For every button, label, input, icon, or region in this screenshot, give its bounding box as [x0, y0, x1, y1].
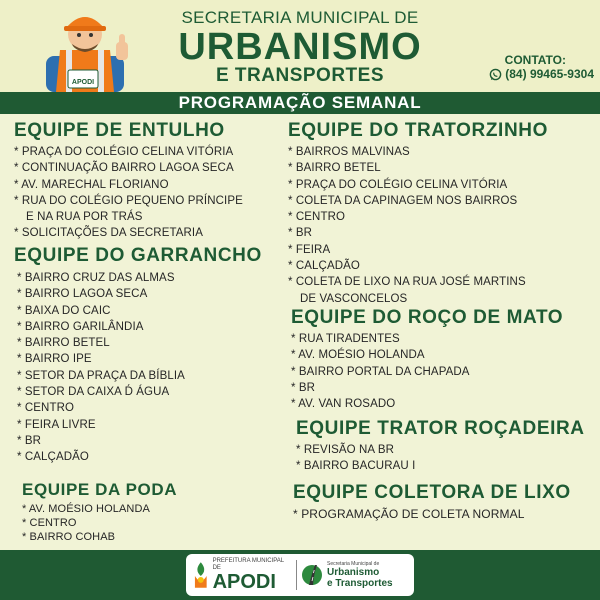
contact-phone-row [468, 67, 594, 81]
mascot-worker-icon [30, 4, 140, 92]
section-entulho [14, 120, 243, 242]
title-secretaria: SECRETARIA MUNICIPAL DE [181, 8, 419, 27]
section-poda [22, 479, 177, 544]
urb-small-text: Secretaria Municipal de [327, 561, 380, 567]
section-trator-rocadeira [296, 418, 585, 475]
pref-text: PREFEITURA MUNICIPAL DE [212, 558, 284, 571]
section-roco-de-mato [291, 307, 563, 412]
list-item: * AV. MOÉSIO HOLANDA [22, 503, 150, 515]
road-emblem-icon [301, 563, 323, 587]
list-item: * CALÇADÃO [288, 260, 360, 273]
contact-block [468, 54, 594, 81]
weekly-schedule-banner: PROGRAMAÇÃO SEMANAL [0, 92, 600, 114]
list-item: * FEIRA [288, 243, 331, 256]
section-coletora-de-lixo [293, 482, 571, 522]
list-item: * SETOR DA PRAÇA DA BÍBLIA [17, 369, 185, 382]
list-item: * PRAÇA DO COLÉGIO CELINA VITÓRIA [288, 178, 508, 191]
list-item: * BAIRRO COHAB [22, 531, 116, 543]
list-item: * BAIRRO GARILÂNDIA [17, 320, 144, 333]
apodi-logo [186, 556, 292, 594]
list-item: * REVISÃO NA BR [296, 444, 395, 456]
list-item: * RUA DO COLÉGIO PEQUENO PRÍNCIPE [14, 194, 243, 207]
section-title: EQUIPE DE ENTULHO [14, 120, 225, 141]
list-item: * AV. VAN ROSADO [291, 398, 396, 411]
apodi-text: APODI [212, 571, 276, 593]
title-block [150, 8, 450, 86]
list-item: * SETOR DA CAIXA D́ ÁGUA [17, 386, 170, 399]
list-item: * BAIRRO BETEL [288, 162, 381, 175]
list-item: * BAIRRO LAGOA SECA [17, 288, 148, 301]
list-item: E NA RUA POR TRÁS [26, 211, 143, 224]
apodi-emblem-icon [192, 560, 210, 590]
list-item: * BAIXA DO CAIC [17, 304, 111, 317]
list-item: * SOLICITAÇÕES DA SECRETARIA [14, 227, 203, 240]
list-item: * BAIRRO CRUZ DAS ALMAS [17, 272, 175, 284]
list-item: * BR [17, 434, 42, 447]
list-item: * PROGRAMAÇÃO DE COLETA NORMAL [293, 507, 525, 521]
whatsapp-icon [489, 68, 502, 81]
title-transportes: E TRANSPORTES [215, 65, 385, 86]
mascot-badge-text: APODI [71, 79, 95, 86]
contact-label: CONTATO: [504, 53, 566, 67]
list-item: * CONTINUAÇÃO BAIRRO LAGOA SECA [14, 162, 234, 175]
list-item: * CALÇADÃO [17, 451, 89, 464]
urb-main-text-2: e Transportes [327, 578, 393, 589]
list-item: * PRAÇA DO COLÉGIO CELINA VITÓRIA [14, 146, 234, 158]
section-title: EQUIPE DO ROÇO DE MATO [291, 307, 564, 328]
list-item: * RUA TIRADENTES [291, 333, 400, 345]
list-item: * BAIRRO BACURAU I [296, 460, 416, 473]
section-title: EQUIPE COLETORA DE LIXO [293, 482, 571, 503]
footer [0, 550, 600, 600]
section-garrancho [14, 245, 262, 466]
list-item: * COLETA DE LIXO NA RUA JOSÉ MARTINS [288, 276, 526, 289]
list-item: * FEIRA LIVRE [17, 418, 96, 431]
list-item: * CENTRO [288, 211, 346, 224]
list-item: * BR [288, 227, 313, 240]
section-title: EQUIPE DA PODA [22, 480, 178, 499]
urb-main-text-1: Urbanismo [327, 567, 380, 578]
list-item: * CENTRO [22, 517, 77, 529]
list-item: * AV. MARECHAL FLORIANO [14, 178, 169, 191]
list-item: * BAIRROS MALVINAS [288, 146, 410, 158]
contact-phone: (84) 99465-9304 [505, 67, 594, 81]
list-item: * AV. MOÉSIO HOLANDA [291, 349, 425, 362]
list-item: * COLETA DA CAPINAGEM NOS BAIRROS [288, 194, 518, 207]
list-item: * CENTRO [17, 402, 75, 415]
list-item: * BAIRRO IPE [17, 353, 92, 366]
section-title: EQUIPE TRATOR ROÇADEIRA [296, 418, 585, 439]
list-item: * BAIRRO BETEL [17, 337, 110, 350]
section-title: EQUIPE DO GARRANCHO [14, 245, 262, 266]
logo-divider [296, 560, 297, 590]
schedule-content [0, 114, 600, 550]
list-item: * BR [291, 381, 316, 394]
list-item: DE VASCONCELOS [300, 292, 408, 305]
urbanismo-logo [301, 561, 393, 589]
header [0, 0, 600, 92]
section-tratorzinho [288, 120, 548, 307]
list-item: * BAIRRO PORTAL DA CHAPADA [291, 365, 470, 378]
section-title: EQUIPE DO TRATORZINHO [288, 120, 548, 141]
footer-logo-box [186, 554, 414, 596]
title-urbanismo: URBANISMO [178, 26, 422, 68]
